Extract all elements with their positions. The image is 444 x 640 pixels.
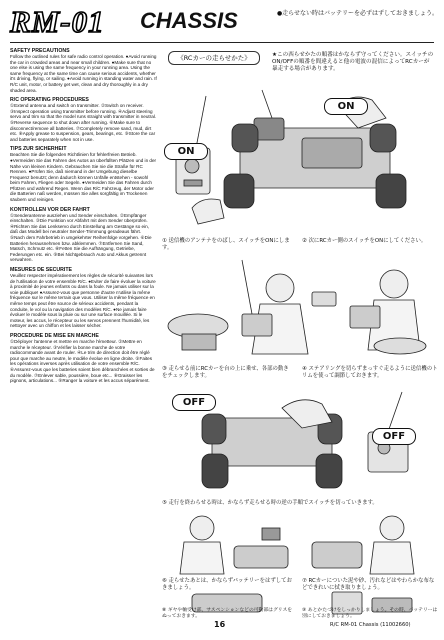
step-6-caption: ⑥ 走らせたあとは、かならずバッテリーをはずしておきましょう。: [162, 578, 292, 591]
on-label-transmitter: ON: [164, 143, 208, 160]
footer-credit: R/C RM-01 Chassis (11002660): [330, 622, 411, 628]
german-checks-section: [10, 207, 157, 263]
header-rule: [10, 42, 434, 43]
section-title: R/C OPERATING PROCEDURES: [10, 97, 89, 104]
step-4-caption: ④ ステアリングを切らずまっすぐ走るように送信機のトリムを使って調節しておきます。: [302, 366, 438, 379]
section-body: Follow the outlined rules for safe radio control operation. ●Avoid running the car in crowded areas and near small children. ●Make sure that no one else is using the same frequency in your running area. Using the same frequency at the same time can cause serious accidents, whether it's driving, flying, or sailing. ●Avoid running in standing water and rain. If R/C unit, motor, or battery get wet, clean and dry thoroughly in a dry shaded area.: [10, 54, 157, 93]
page-number: 16: [214, 620, 226, 629]
off-label-transmitter: OFF: [372, 428, 416, 445]
off-label-car: OFF: [172, 394, 216, 411]
switch-on-illustration: [162, 88, 438, 238]
check-operation-illustration: [162, 254, 438, 364]
section-body: ①Senderantenne ausziehen und Sender einschalten. ②Empfänger einschalten. ③Die Funktion vor Abfahrt mit dem Sender überprüfen. ④Richten Sie das Lenkservo durch Einstellung am Gestänge so ein, daß das Modell bei neutraler Sender-Trimmung geradeaus fährt. ⑤Nach dem Fahrbetrieb in umgekehrter Reihenfolge vorgehen. ⑥Die Batterien herausnehmen bzw. abklemmen. ⑦Entfernen Sie Sand, Matsch, Schmutz etc. ⑧Fetten Sie die Aufhängung, Getriebe, Federungen etc. ein. ⑨Bei Nichtgebrauch Auto und Akkus getrennt verwahren.: [10, 212, 152, 263]
maintenance-illustration: [162, 512, 438, 576]
steps-header: [162, 48, 438, 86]
section-body: Veuillez respecter impérativement les règles de sécurité suivantes lors de l'utilisation de votre ensemble R/C. ●Eviter de faire évoluer la voiture à proximité de jeunes enfants ou dans la foule. Ne jamais utiliser sur la voie publique! ●Assurez-vous que personne d'autre n'utilise la même fréquence sur le même terrain que vous. Utiliser la même fréquence en même temps peut être source de sérieux accidents, pendant la conduite, le vol ou la navigation des modèles R/C. ●Ne jamais faire évoluer le modèle sous la pluie ou sur une surface mouillée. Si le moteur, les accus, le récepteur ou les servos prennent l'humidité, les nettoyer avec un chiffon et les laisser sécher.: [10, 273, 156, 329]
battery-notice: ●走らせない時はバッテリーを必ずはずしておきましょう。: [276, 10, 438, 17]
step-9-caption: ⑨ あとかたづけをしっかりしましょう。その時、バッテリーは別にしておきましょう。: [302, 608, 438, 619]
illustrated-steps: [162, 48, 438, 608]
section-body: ①Déployer l'antenne et mettre en marche l'émetteur. ②Mettre en marche le récepteur. ③Vérifier la bonne marche de votre radiocommande avant de rouler. ④Le trim de direction doit être réglé pour que marche au neutre, le modèle évolue en ligne droite. ⑤Faites les opérations inverses après utilisation de votre ensemble R/C. ⑥Assurez-vous que les batteries soient bien débranchées et sorties de du modèle. ⑦Enlever sable, poussière, boue etc... ⑧Graisser les pignons, articulations... ⑨Ranger la voiture et les accus séparément.: [10, 338, 155, 384]
section-title: SAFETY PRECAUTIONS: [10, 48, 70, 54]
safety-section: [10, 48, 157, 93]
french-procedure-section: [10, 333, 157, 384]
rc-procedures-section: [10, 97, 157, 142]
section-body: Beachten Sie die folgenden Richtlinien für fehlerfreien Betrieb. ●Vermeiden Sie das Fahren des Autos an überfüllten Plätzen und in der Nähe von kleinen Kindern. Gebrauchen Sie nie die Straße für RC Rennen. ●Prüfen Sie, daß niemand in der Umgebung dieselbe Frequenz benutzt; denn dadurch können Unfälle entstehen - sowohl beim Fahren, Fliegen oder Segeln. ●Vermeiden Sie das Fahren durch Pfützen und während Regen. Wenn das R/C Fahrzeug, der Motor oder die Batterien naß werden, müssen Sie alles sorgfältig im Trockenen säubern und reinigen.: [10, 152, 157, 203]
step-8-caption: ⑧ ギヤや軸受け部、サスペンションなどの可動部はグリスをぬっておきます。: [162, 608, 293, 619]
step-5-caption: ⑤ 走行を終わらせる時は、かならず走らせる時の逆の手順でスイッチを切っていきます。: [162, 500, 378, 506]
on-label-car: ON: [324, 98, 368, 115]
section-title: KONTROLLEN VOR DER FAHRT: [10, 206, 90, 213]
step-7-caption: ⑦ RCカーについた泥や砂、汚れなどはやわらかな布などできれいに拭き取りましょう。: [302, 578, 435, 591]
rm01-logo: RM-01: [10, 4, 105, 39]
section-title: TIPS ZUR SICHERHEIT: [10, 146, 67, 153]
order-warning: ★この西らせかたの順番はかならず守ってください。スイッチのON/OFFの順番を間違えると他の電波の混信によってRCカーが暴走する場合があります。: [272, 52, 434, 73]
step-1-caption: ① 送信機のアンテナをのばし、スイッチをONにします。: [162, 238, 290, 251]
how-to-run-label: 《RCカーの走らせかた》: [168, 51, 260, 65]
instructions-text-column: [10, 48, 157, 388]
section-title: PROCEDURE DE MISE EN MARCHE: [10, 332, 99, 339]
step-3-caption: ③ 走らせる前にRCカーを台の上に乗せ、各部の動きをチェックします。: [162, 366, 289, 379]
section-body: ①Extend antenna and switch on transmitter. ②Switch on receiver. ③Inspect operation using transmitter before running. ④Adjust steering servo and trim so that the model runs straight with transmitter in neutral. ⑤Reverse sequence to shut down after running. ⑥Make sure to disconnect/remove all batteries. ⑦Completely remove sand, mud, dirt etc. ⑧Apply grease to suspension, gears, bearings, etc. ⑨Store the car and batteries separately when not in use.: [10, 103, 157, 142]
french-safety-section: [10, 267, 157, 329]
german-safety-section: [10, 146, 157, 202]
section-title: MESURES DE SECURITE: [10, 267, 72, 273]
chassis-title: CHASSIS: [140, 8, 238, 33]
step-2-caption: ② 次にRCカー側のスイッチをONにしてください。: [302, 238, 427, 244]
